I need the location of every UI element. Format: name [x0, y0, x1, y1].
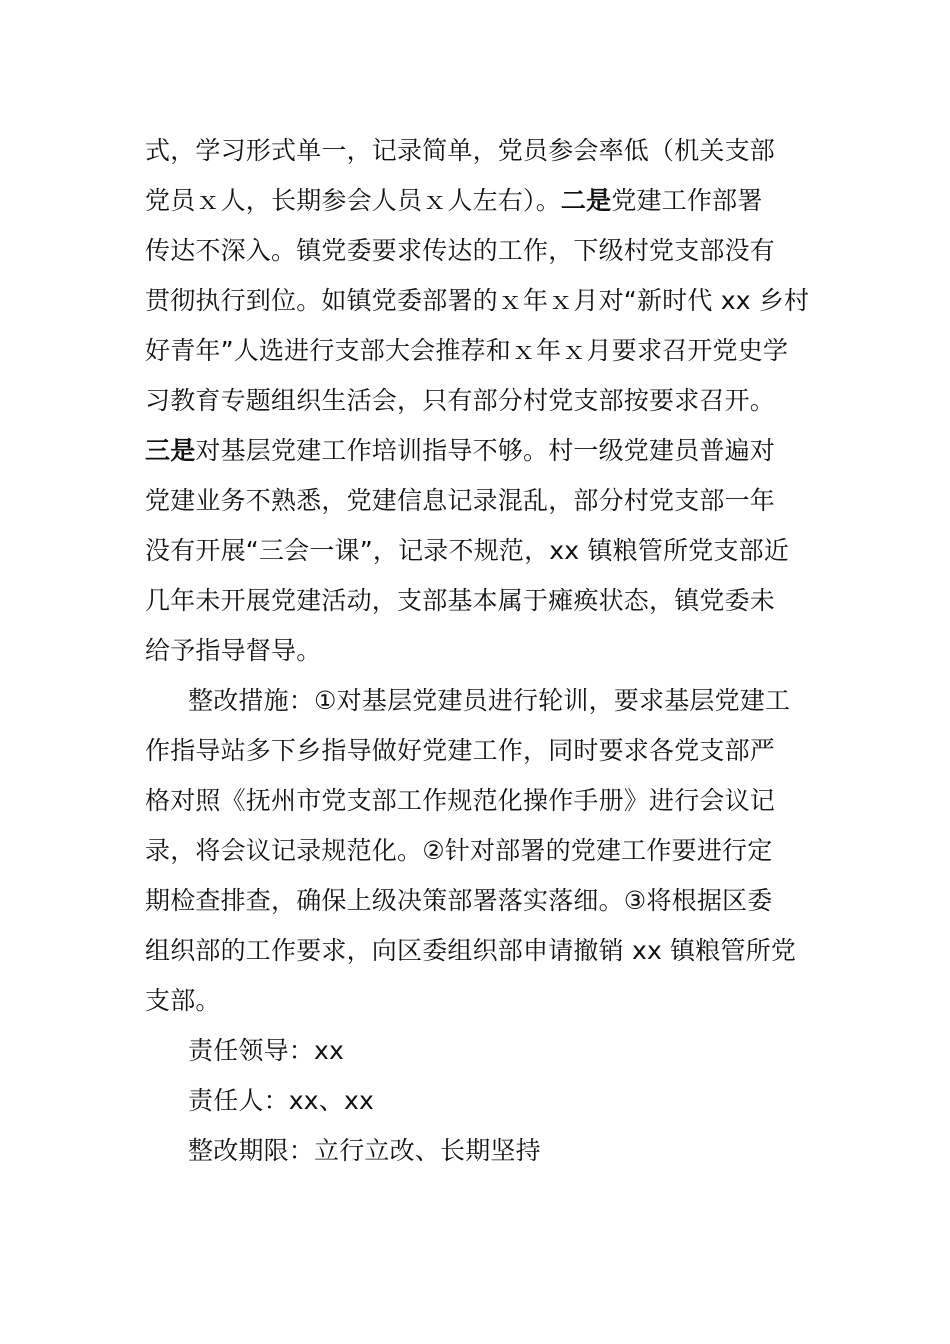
problem-paragraph	[145, 126, 810, 676]
text-line: 党建业务不熟悉，党建信息记录混乱，部分村党支部一年	[145, 486, 776, 515]
text-line: 录，将会议记录规范化。②针对部署的党建工作要进行定	[145, 836, 773, 865]
text-line: 格对照《抚州市党支部工作规范化操作手册》进行会议记	[145, 786, 776, 815]
responsible-leader: 责任领导：xx	[188, 1036, 344, 1065]
text-line	[145, 426, 810, 476]
text-line: 作指导站多下乡指导做好党建工作，同时要求各党支部严	[145, 736, 776, 765]
emphasis-label: 二是	[560, 186, 612, 215]
text-line	[145, 176, 810, 226]
text-line: 贯彻执行到位。如镇党委部署的ｘ年ｘ月对“新时代 xx 乡村	[145, 286, 810, 315]
rectification-paragraph	[145, 676, 810, 1026]
text-line: 给予指导督导。	[145, 636, 322, 665]
text-line: 好青年”人选进行支部大会推荐和ｘ年ｘ月要求召开党史学	[145, 336, 789, 365]
text-line: 支部。	[145, 986, 221, 1015]
text-line: 几年未开展党建活动，支部基本属于瘫痪状态，镇党委未	[145, 586, 776, 615]
text-line: 组织部的工作要求，向区委组织部申请撤销 xx 镇粮管所党	[145, 936, 797, 965]
text-line: 传达不深入。镇党委要求传达的工作，下级村党支部没有	[145, 236, 776, 265]
text-line: 习教育专题组织生活会，只有部分村党支部按要求召开。	[145, 386, 776, 415]
text-segment: 党建工作部署	[611, 186, 763, 215]
rectification-deadline: 整改期限：立行立改、长期坚持	[188, 1136, 541, 1165]
responsible-person: 责任人：xx、xx	[188, 1086, 374, 1115]
emphasis-label: 三是	[145, 436, 196, 465]
text-line: 没有开展“三会一课”，记录不规范，xx 镇粮管所党支部近	[145, 536, 790, 565]
text-line: 期检查排查，确保上级决策部署落实落细。③将根据区委	[145, 886, 773, 915]
document-body	[145, 126, 810, 1176]
text-line: 整改措施：①对基层党建员进行轮训，要求基层党建工	[188, 686, 791, 715]
text-segment: 党员ｘ人，长期参会人员ｘ人左右）。	[145, 186, 561, 215]
text-segment: 对基层党建工作培训指导不够。村一级党建员普遍对	[195, 436, 776, 465]
text-line: 式，学习形式单一，记录简单，党员参会率低（机关支部	[145, 136, 776, 165]
